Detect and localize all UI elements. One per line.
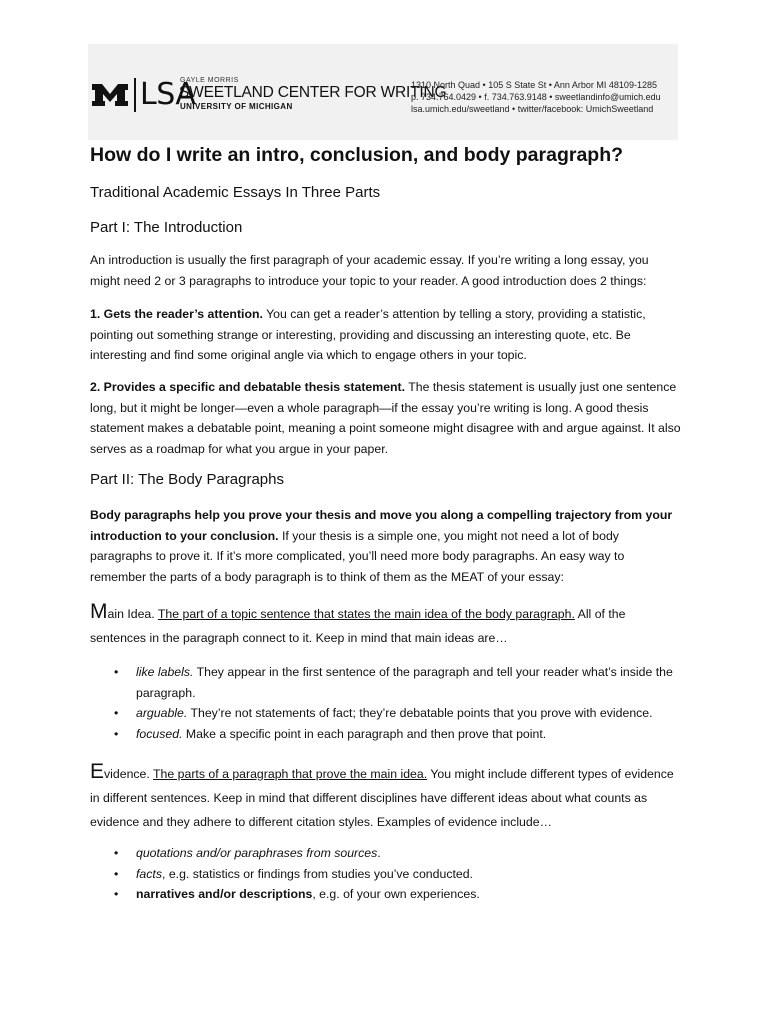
point2-bold-label: 2. Provides a specific and debatable thesis statement. bbox=[90, 380, 406, 394]
contact-address: 1310 North Quad • 105 S State St • Ann Arbor MI 48109-1285 bbox=[411, 80, 657, 90]
contact-block bbox=[411, 79, 681, 115]
bullet-italic: focused. bbox=[136, 726, 183, 741]
bullet-icon: • bbox=[114, 665, 119, 679]
bullet-italic: like labels. bbox=[136, 665, 194, 679]
subtitle: Traditional Academic Essays In Three Parts bbox=[90, 184, 381, 201]
evidence-term: vidence. bbox=[104, 767, 150, 781]
page-title: How do I write an intro, conclusion, and body paragraph? bbox=[90, 144, 624, 166]
bullet-italic: arguable. bbox=[136, 706, 188, 720]
list-item bbox=[90, 662, 682, 703]
main-idea-initial: M bbox=[90, 600, 108, 623]
bullet-text: They appear in the first sentence of the paragraph and tell your reader what’s inside the paragraph. bbox=[136, 665, 673, 700]
main-idea-list bbox=[90, 662, 682, 744]
contact-web-social: lsa.umich.edu/sweetland • twitter/facebook: UmichSweetland bbox=[411, 104, 654, 114]
point2-text: The thesis statement is usually just one sentence long, but it might be longer—even a whole paragraph—if the essay you’re writing is long. A good thesis statement makes a debatable point, meaning a point someone might disagree with and argue against. It also serves as a roadmap for what you argue in your paper. bbox=[90, 380, 681, 456]
list-item bbox=[90, 884, 682, 905]
list-item bbox=[90, 724, 682, 745]
bullet-text: Make a specific point in each paragraph and then prove that point. bbox=[182, 726, 547, 741]
bullet-icon: • bbox=[114, 887, 119, 901]
bullet-text: , e.g. of your own experiences. bbox=[312, 887, 480, 901]
bullet-bold: narratives and/or descriptions bbox=[136, 887, 313, 901]
part2-intro-bold: Body paragraphs help you prove your thesis and move you along a compelling trajectory from your introduction to your conclusion. bbox=[90, 508, 673, 543]
point1-bold-label: 1. Gets the reader’s attention. bbox=[90, 307, 263, 321]
list-item bbox=[90, 864, 682, 885]
lsa-logo-text: LSA bbox=[140, 77, 196, 112]
main-idea-text: All of the sentences in the paragraph connect to it. Keep in mind that main ideas are… bbox=[90, 607, 626, 645]
bullet-icon: • bbox=[114, 726, 119, 741]
center-name: SWEETLAND CENTER FOR WRITING bbox=[179, 84, 447, 101]
bullet-text: They’re not statements of fact; they’re debatable points that you prove with evidence. bbox=[187, 706, 653, 720]
bullet-icon: • bbox=[114, 706, 119, 720]
bullet-text: , e.g. statistics or findings from studies you’ve conducted. bbox=[161, 866, 473, 881]
bullet-italic: facts bbox=[136, 866, 162, 881]
evidence-list bbox=[90, 843, 682, 905]
list-item bbox=[90, 703, 682, 724]
evidence-definition: The parts of a paragraph that prove the main idea. bbox=[153, 767, 428, 781]
part2-intro-text: If your thesis is a simple one, you might not need a lot of body paragraphs to prove it. If it’s more complicated, you’ll need more body paragraphs. An easy way to remember the parts of a body paragraph is to think of them as the MEAT of your essay: bbox=[90, 528, 625, 584]
part2-intro-paragraph bbox=[90, 505, 682, 587]
part1-point2-paragraph bbox=[90, 377, 682, 459]
main-idea-term: ain Idea. bbox=[107, 607, 155, 621]
bullet-italic: quotations and/or paraphrases from sources bbox=[136, 846, 378, 860]
part1-point1-paragraph bbox=[90, 304, 682, 366]
block-m-logo-icon bbox=[90, 82, 130, 108]
contact-phone-email: p. 734.764.0429 • f. 734.763.9148 • sweetlandinfo@umich.edu bbox=[411, 92, 661, 102]
university-name: UNIVERSITY OF MICHIGAN bbox=[180, 102, 293, 111]
part1-intro-paragraph: An introduction is usually the first paragraph of your academic essay. If you’re writing a long essay, you might need 2 or 3 paragraphs to introduce your topic to your reader. A good introduction does 2 things: bbox=[90, 253, 649, 288]
point1-text: You can get a reader’s attention by telling a story, providing a statistic, pointing out something strange or interesting, providing and discussing an interesting quote, etc. Be interesting and find some original angle via which to engage others in your topic. bbox=[90, 307, 646, 362]
evidence-paragraph bbox=[90, 762, 682, 834]
logo-divider bbox=[134, 78, 136, 112]
gayle-morris-label: GAYLE MORRIS bbox=[180, 77, 239, 84]
main-idea-definition: The part of a topic sentence that states the main idea of the body paragraph. bbox=[157, 607, 575, 621]
part2-heading: Part II: The Body Paragraphs bbox=[90, 471, 284, 488]
main-idea-paragraph bbox=[90, 602, 682, 650]
bullet-icon: • bbox=[114, 866, 119, 881]
evidence-initial: E bbox=[90, 760, 105, 783]
bullet-text: . bbox=[377, 846, 381, 860]
list-item bbox=[90, 843, 682, 864]
evidence-text: You might include different types of evidence in different sentences. Keep in mind that different disciplines have different ideas about what counts as evidence and they adhere to different citation styles. Examples of evidence include… bbox=[90, 767, 674, 829]
bullet-icon: • bbox=[114, 846, 119, 860]
part1-heading: Part I: The Introduction bbox=[90, 219, 243, 236]
